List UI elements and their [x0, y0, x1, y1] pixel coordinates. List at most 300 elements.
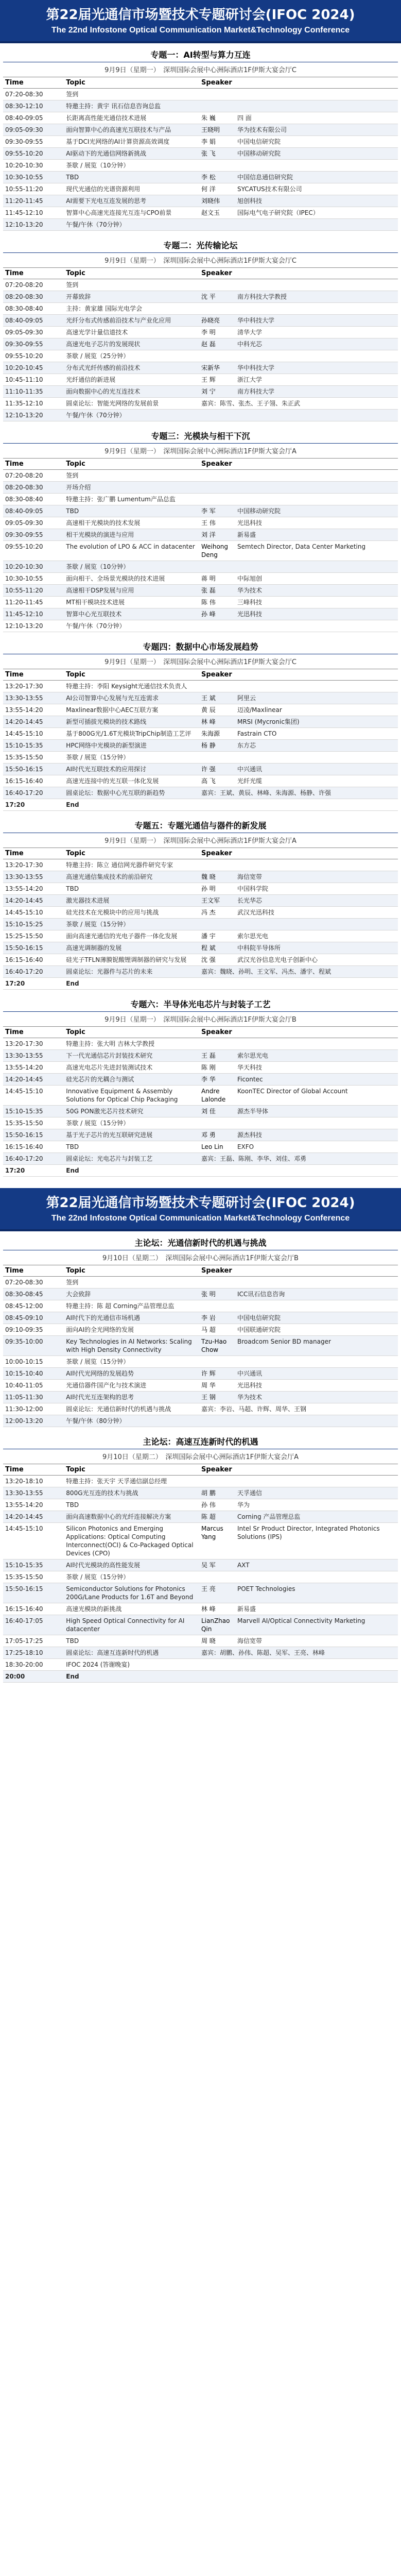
cell-speaker: [199, 1106, 398, 1117]
table-row: [3, 942, 398, 954]
cell-time: 12:00-13:20: [3, 1415, 64, 1427]
day2-banner-title-en: The 22nd Infostone Optical Communication Market&Technology Conference: [51, 1214, 350, 1223]
cell-time: 12:10-13:20: [3, 410, 64, 421]
cell-time: 08:20-08:30: [3, 291, 64, 303]
cell-speaker: [199, 620, 398, 632]
cell-time: 17:25-18:10: [3, 1647, 64, 1659]
cell-topic: 硅光芯片的光耦合与测试: [64, 1074, 199, 1086]
cell-time: 10:30-10:55: [3, 573, 64, 585]
cell-speaker: [199, 740, 398, 752]
cell-time: 08:30-08:45: [3, 1289, 64, 1300]
cell-time: 15:10-15:25: [3, 919, 64, 930]
speaker-org: 嘉宾：胡鹏、孙伟、陈超、吴军、王亮、林峰: [201, 1649, 325, 1656]
table-row: [3, 1117, 398, 1129]
cell-time: 09:05-09:30: [3, 517, 64, 529]
cell-time: 08:30-08:40: [3, 303, 64, 315]
cell-topic: 光纤分布式传感前沿技术与产业化应用: [64, 315, 199, 327]
cell-time: 16:40-17:05: [3, 1615, 64, 1635]
speaker-org: 源杰半导体: [237, 1108, 268, 1115]
speaker-org: 华中科技大学: [237, 364, 274, 371]
header-topic: Topic: [64, 1464, 199, 1476]
cell-time: 09:05-09:30: [3, 124, 64, 136]
table-row: [3, 470, 398, 482]
table-row: [3, 303, 398, 315]
speaker-name: 陈 伟: [201, 599, 216, 606]
cell-time: 09:30-09:55: [3, 529, 64, 541]
header-topic: Topic: [64, 1265, 199, 1277]
cell-time: 08:45-12:00: [3, 1300, 64, 1312]
session-title: 专题三：光模块与相干下沉: [3, 430, 398, 444]
speaker-name: 朱 巍: [201, 114, 216, 122]
cell-speaker: [199, 315, 398, 327]
cell-speaker: [199, 494, 398, 505]
cell-speaker: [199, 692, 398, 704]
speaker-org: 南方科技大学: [237, 388, 274, 395]
cell-topic: Innovative Equipment & Assembly Solutions for Optical Chip Packaging: [64, 1086, 199, 1106]
speaker-org: Ficontec: [237, 1076, 263, 1083]
cell-topic: 高速光调制器的发展: [64, 942, 199, 954]
cell-speaker: [199, 799, 398, 811]
cell-speaker: [199, 1415, 398, 1427]
cell-topic: 茶歇 / 展览（25分钟）: [64, 350, 199, 362]
cell-speaker: [199, 966, 398, 978]
table-row: [3, 362, 398, 374]
table-row: [3, 1523, 398, 1560]
cell-speaker: [199, 136, 398, 148]
table-row: [3, 529, 398, 541]
header-time: Time: [3, 848, 64, 859]
speaker-name: 沈 强: [201, 956, 216, 963]
day2-banner-title-cn: 第22届光通信市场暨技术专题研讨会(IFOC 2024): [46, 1195, 355, 1211]
session-title: 专题四：数据中心市场发展趋势: [3, 640, 398, 654]
cell-topic: 圆桌论坛：智能光网络的发展前景: [64, 398, 199, 410]
table-row: [3, 1511, 398, 1523]
cell-speaker: [199, 1356, 398, 1368]
cell-speaker: [199, 1141, 398, 1153]
banner-title-cn: 第22届光通信市场暨技术专题研讨会(IFOC 2024): [46, 7, 355, 23]
cell-topic: TBD: [64, 172, 199, 183]
table-row: [3, 1380, 398, 1392]
cell-time: 15:50-16:15: [3, 1129, 64, 1141]
cell-speaker: [199, 1312, 398, 1324]
speaker-org: 华为技术: [237, 587, 262, 594]
speaker-org: 华为技术有限公司: [237, 126, 287, 133]
speaker-name: 王文军: [201, 897, 220, 904]
speaker-name: 陈 超: [201, 1513, 216, 1520]
header-time: Time: [3, 669, 64, 681]
cell-topic: 高速光学计量信道技术: [64, 327, 199, 338]
table-row: [3, 183, 398, 195]
session-date-venue: 9月9日（星期一） 深圳国际会展中心洲际酒店1F伊斯大宴会厅C: [104, 66, 297, 74]
speaker-org: 中兴通讯: [237, 766, 262, 773]
cell-time: 16:15-16:40: [3, 1141, 64, 1153]
speaker-org: AXT: [237, 1562, 250, 1569]
table-row: [3, 1647, 398, 1659]
cell-topic: End: [64, 1165, 199, 1177]
cell-speaker: [199, 919, 398, 930]
speaker-name: 孙 明: [201, 885, 216, 892]
cell-time: 14:45-15:10: [3, 907, 64, 919]
speaker-name: 王 辉: [201, 376, 216, 383]
cell-time: 13:55-14:20: [3, 704, 64, 716]
cell-topic: 激光器技术进展: [64, 895, 199, 907]
cell-speaker: [199, 978, 398, 990]
speaker-org: Intel Sr Product Director, Integrated Photonics Solutions (IPS): [237, 1525, 380, 1540]
table-row: [3, 1635, 398, 1647]
speaker-name: 赵文玉: [201, 209, 220, 216]
table-row: [3, 327, 398, 338]
cell-topic: 面向AI的全光网络的发展: [64, 1324, 199, 1336]
speaker-name: 张 磊: [201, 587, 216, 594]
header-topic: Topic: [64, 848, 199, 859]
cell-time: 07:20-08:20: [3, 279, 64, 291]
speaker-org: 天孚通信: [237, 1489, 262, 1497]
speaker-org: 中际旭创: [237, 575, 262, 582]
table-row: [3, 338, 398, 350]
session-date-venue: 9月9日（星期一） 深圳国际会展中心洲际酒店1F伊斯大宴会厅A: [104, 448, 297, 455]
cell-time: 11:45-12:10: [3, 207, 64, 219]
cell-topic: 茶歇 / 展览（15分钟）: [64, 1117, 199, 1129]
session-date-venue: 9月10日（星期二） 深圳国际会展中心洲际酒店1F伊斯大宴会厅A: [102, 1453, 299, 1461]
cell-topic: 基于800G光/1.6T光模块TripChip制造工艺评: [64, 728, 199, 740]
speaker-org: 嘉宾：李岩、马超、许辉、周华、王钢: [201, 1405, 306, 1413]
speaker-org: 源杰科技: [237, 1131, 262, 1139]
cell-time: 07:20-08:20: [3, 470, 64, 482]
cell-time: 17:20: [3, 799, 64, 811]
table-row: [3, 1074, 398, 1086]
table-row: [3, 978, 398, 990]
table-row: [3, 1324, 398, 1336]
table-row: [3, 895, 398, 907]
speaker-org: 阿里云: [237, 694, 256, 702]
table-row: [3, 585, 398, 597]
speaker-org: 武汉光迅科技: [237, 909, 274, 916]
session-date-venue: 9月9日（星期一） 深圳国际会展中心洲际酒店1F伊斯大宴会厅B: [104, 1016, 297, 1024]
speaker-name: 王 钢: [201, 1394, 216, 1401]
cell-speaker: [199, 585, 398, 597]
speaker-org: 清华大学: [237, 329, 262, 336]
cell-time: 10:40-11:05: [3, 1380, 64, 1392]
cell-time: 14:20-14:45: [3, 716, 64, 728]
speaker-name: 高 飞: [201, 777, 216, 785]
header-speaker: Speaker: [199, 1027, 398, 1038]
cell-speaker: [199, 541, 398, 561]
table-row: [3, 573, 398, 585]
cell-speaker: [199, 895, 398, 907]
cell-time: 14:20-14:45: [3, 1074, 64, 1086]
cell-speaker: [199, 1380, 398, 1392]
speaker-name: 朱海源: [201, 730, 220, 737]
table-row: [3, 740, 398, 752]
cell-time: 10:20-10:30: [3, 561, 64, 573]
speaker-org: 中科光芯: [237, 341, 262, 348]
table-row: [3, 219, 398, 231]
cell-speaker: [199, 100, 398, 112]
cell-time: 13:30-13:55: [3, 1050, 64, 1062]
speaker-org: 东方芯: [237, 742, 256, 749]
cell-speaker: [199, 1511, 398, 1523]
table-row: [3, 1583, 398, 1603]
speaker-name: 刘 洋: [201, 531, 216, 538]
cell-topic: 茶歇 / 展览（15分钟）: [64, 1571, 199, 1583]
cell-topic: Semiconductor Solutions for Photonics 200G/Lane Products for 1.6T and Beyond: [64, 1583, 199, 1603]
session-title: 主论坛：高速互连新时代的机遇: [3, 1435, 398, 1449]
cell-topic: 午餐/午休（80分钟）: [64, 1415, 199, 1427]
cell-topic: IFOC 2024 (答谢晚宴): [64, 1659, 199, 1671]
table-row: [3, 716, 398, 728]
cell-time: 17:05-17:25: [3, 1635, 64, 1647]
session-date-venue: 9月9日（星期一） 深圳国际会展中心洲际酒店1F伊斯大宴会厅C: [104, 658, 297, 666]
cell-time: 15:50-16:15: [3, 942, 64, 954]
cell-speaker: [199, 410, 398, 421]
table-row: [3, 89, 398, 100]
speaker-name: 潘 宇: [201, 933, 216, 940]
speaker-org: Marvell AI/Optical Connectivity Marketing: [237, 1617, 365, 1624]
speaker-org: 中国电信研究院: [237, 138, 281, 145]
cell-time: 14:45-15:10: [3, 1086, 64, 1106]
header-speaker: Speaker: [199, 459, 398, 470]
cell-speaker: [199, 1583, 398, 1603]
cell-time: 13:20-18:10: [3, 1476, 64, 1487]
speaker-name: 冯 杰: [201, 909, 216, 916]
table-row: [3, 207, 398, 219]
speaker-name: 蒋 明: [201, 575, 216, 582]
cell-time: 15:35-15:50: [3, 1571, 64, 1583]
session-date-venue: 9月9日（星期一） 深圳国际会展中心洲际酒店1F伊斯大宴会厅C: [104, 257, 297, 265]
table-row: [3, 752, 398, 764]
session-block: [3, 48, 398, 231]
speaker-org: 海信宽带: [237, 1637, 262, 1645]
cell-time: 11:10-11:35: [3, 386, 64, 398]
speaker-name: 孙 峰: [201, 611, 216, 618]
cell-time: 13:55-14:20: [3, 1499, 64, 1511]
program-table: [3, 458, 398, 632]
cell-speaker: [199, 219, 398, 231]
speaker-org: 旭创科技: [237, 197, 262, 205]
cell-speaker: [199, 350, 398, 362]
cell-topic: AI时代光互联技术的应用探讨: [64, 764, 199, 775]
table-row: [3, 172, 398, 183]
table-row: [3, 386, 398, 398]
table-row: [3, 799, 398, 811]
sessions-day1: [0, 48, 401, 1177]
speaker-org: 嘉宾：王斌、黄辰、林峰、朱海源、杨静、许强: [201, 789, 331, 796]
speaker-name: 张 明: [201, 1291, 216, 1298]
cell-time: 11:20-11:45: [3, 597, 64, 608]
speaker-name: 孙 伟: [201, 1501, 216, 1509]
cell-speaker: [199, 561, 398, 573]
cell-time: 15:50-16:15: [3, 764, 64, 775]
table-row: [3, 350, 398, 362]
speaker-org: 华天科技: [237, 1064, 262, 1071]
cell-speaker: [199, 1647, 398, 1659]
speaker-org: 武汉光谷信息光电子创新中心: [237, 956, 318, 963]
cell-topic: TBD: [64, 1141, 199, 1153]
cell-speaker: [199, 195, 398, 207]
header-time: Time: [3, 77, 64, 89]
table-row: [3, 787, 398, 799]
table-row: [3, 136, 398, 148]
speaker-org: 中国科学院: [237, 885, 268, 892]
cell-speaker: [199, 291, 398, 303]
speaker-org: Semtech Director, Data Center Marketing: [237, 543, 366, 550]
cell-time: 10:20-10:30: [3, 160, 64, 172]
table-row: [3, 704, 398, 716]
table-row: [3, 1356, 398, 1368]
cell-speaker: [199, 1615, 398, 1635]
cell-time: 13:20-17:30: [3, 1038, 64, 1050]
cell-time: 10:20-10:45: [3, 362, 64, 374]
table-row: [3, 398, 398, 410]
table-row: [3, 148, 398, 160]
table-row: [3, 1571, 398, 1583]
cell-time: 08:45-09:10: [3, 1312, 64, 1324]
speaker-org: Corning 产品管理总监: [237, 1513, 301, 1520]
cell-topic: 50G PON激光芯片技术研究: [64, 1106, 199, 1117]
header-topic: Topic: [64, 77, 199, 89]
header-time: Time: [3, 1464, 64, 1476]
speaker-name: Andre Lalonde: [201, 1088, 226, 1103]
cell-speaker: [199, 303, 398, 315]
speaker-org: 中国移动研究院: [237, 150, 281, 157]
table-row: [3, 1277, 398, 1289]
cell-time: 13:20-17:30: [3, 859, 64, 871]
cell-topic: TBD: [64, 883, 199, 895]
speaker-name: LianZhao Qin: [201, 1617, 230, 1633]
speaker-org: 中国移动研究院: [237, 507, 281, 515]
speaker-org: 索尔思光电: [237, 933, 268, 940]
program-table: [3, 1026, 398, 1177]
speaker-org: 嘉宾：王磊、陈刚、李华、刘佳、邓勇: [201, 1155, 306, 1162]
table-row: [3, 1403, 398, 1415]
cell-speaker: [199, 573, 398, 585]
speaker-name: 吴 军: [201, 1562, 216, 1569]
cell-topic: 光通信器件国产化与技术演进: [64, 1380, 199, 1392]
table-header-row: [3, 669, 398, 681]
table-row: [3, 112, 398, 124]
cell-topic: AI需要下光电互连发展的思考: [64, 195, 199, 207]
session-title: 专题六：半导体光电芯片与封装子工艺: [3, 998, 398, 1012]
speaker-name: 赵 磊: [201, 341, 216, 348]
cell-time: 11:30-12:00: [3, 1403, 64, 1415]
cell-time: 14:45-15:10: [3, 728, 64, 740]
table-row: [3, 100, 398, 112]
cell-topic: 长距离高性能光通信技术进展: [64, 112, 199, 124]
speaker-name: 刘 宁: [201, 388, 216, 395]
speaker-name: 陈 刚: [201, 1064, 216, 1071]
speaker-name: 李 明: [201, 329, 216, 336]
session-block: [3, 640, 398, 811]
table-row: [3, 1615, 398, 1635]
table-row: [3, 692, 398, 704]
cell-topic: AI公司智算中心发展与光互连需求: [64, 692, 199, 704]
table-row: [3, 1129, 398, 1141]
program-table: [3, 848, 398, 990]
cell-speaker: [199, 1277, 398, 1289]
speaker-org: 浙江大学: [237, 376, 262, 383]
session-block: [3, 1435, 398, 1683]
header-speaker: Speaker: [199, 669, 398, 681]
cell-speaker: [199, 1403, 398, 1415]
speaker-name: 何 洋: [201, 185, 216, 193]
cell-topic: 智算中心高速光连接光互连与CPO前景: [64, 207, 199, 219]
cell-speaker: [199, 775, 398, 787]
table-row: [3, 681, 398, 692]
cell-speaker: [199, 1074, 398, 1086]
table-row: [3, 195, 398, 207]
speaker-org: 中国信息通信研究院: [237, 174, 293, 181]
cell-time: 14:20-14:45: [3, 895, 64, 907]
cell-time: 09:10-09:35: [3, 1324, 64, 1336]
table-row: [3, 775, 398, 787]
cell-topic: 基于DCI光网络的AI计算资源高效调度: [64, 136, 199, 148]
table-row: [3, 1368, 398, 1380]
speaker-org: 中国联通研究院: [237, 1326, 281, 1333]
cell-speaker: [199, 529, 398, 541]
table-header-row: [3, 1027, 398, 1038]
cell-topic: 茶歇 / 展览（15分钟）: [64, 1356, 199, 1368]
header-speaker: Speaker: [199, 268, 398, 279]
speaker-org: 华中科技大学: [237, 317, 274, 324]
cell-speaker: [199, 160, 398, 172]
table-header-row: [3, 77, 398, 89]
cell-topic: Maxlinear数据中心AEC互联方案: [64, 704, 199, 716]
cell-topic: 面向数据中心的光互连技术: [64, 386, 199, 398]
cell-speaker: [199, 386, 398, 398]
cell-speaker: [199, 1153, 398, 1165]
cell-topic: Key Technologies in AI Networks: Scaling with High Density Connectivity: [64, 1336, 199, 1356]
cell-speaker: [199, 1368, 398, 1380]
table-row: [3, 1062, 398, 1074]
cell-topic: Silicon Photonics and Emerging Applications: Optical Computing Interconnect(OCI) & Co-Packaged Optical Devices (CPO): [64, 1523, 199, 1560]
session-block: [3, 1236, 398, 1427]
cell-speaker: [199, 871, 398, 883]
cell-topic: 特邀主持：李阳 Keysight光通信技术负责人: [64, 681, 199, 692]
cell-topic: 午餐/午休（70分钟）: [64, 410, 199, 421]
cell-topic: AI时代光互连架构的思考: [64, 1392, 199, 1403]
cell-topic: End: [64, 978, 199, 990]
table-row: [3, 728, 398, 740]
day2-banner: [0, 1188, 401, 1231]
cell-topic: 新型可插拔光模块的技术路线: [64, 716, 199, 728]
cell-topic: 签到: [64, 470, 199, 482]
speaker-org: 海信宽带: [237, 873, 262, 880]
cell-time: 15:10-15:35: [3, 1106, 64, 1117]
table-header-row: [3, 1464, 398, 1476]
cell-topic: High Speed Optical Connectivity for AI datacenter: [64, 1615, 199, 1635]
cell-speaker: [199, 1560, 398, 1571]
cell-speaker: [199, 1165, 398, 1177]
table-row: [3, 1392, 398, 1403]
speaker-name: 张 飞: [201, 150, 216, 157]
table-row: [3, 1300, 398, 1312]
speaker-name: Tzu-Hao Chow: [201, 1338, 227, 1353]
cell-topic: TBD: [64, 1635, 199, 1647]
speaker-name: 李 娟: [201, 138, 216, 145]
cell-time: 15:35-15:50: [3, 752, 64, 764]
speaker-name: Leo Lin: [201, 1143, 223, 1150]
cell-time: 13:55-14:20: [3, 883, 64, 895]
table-row: [3, 1415, 398, 1427]
cell-topic: 高速光连接中的光互联一体化发展: [64, 775, 199, 787]
cell-time: 17:20: [3, 978, 64, 990]
table-row: [3, 608, 398, 620]
speaker-org: EXFO: [237, 1143, 254, 1150]
cell-topic: 圆桌论坛：光电芯片与封装工艺: [64, 1153, 199, 1165]
table-row: [3, 1671, 398, 1683]
table-row: [3, 919, 398, 930]
table-row: [3, 620, 398, 632]
